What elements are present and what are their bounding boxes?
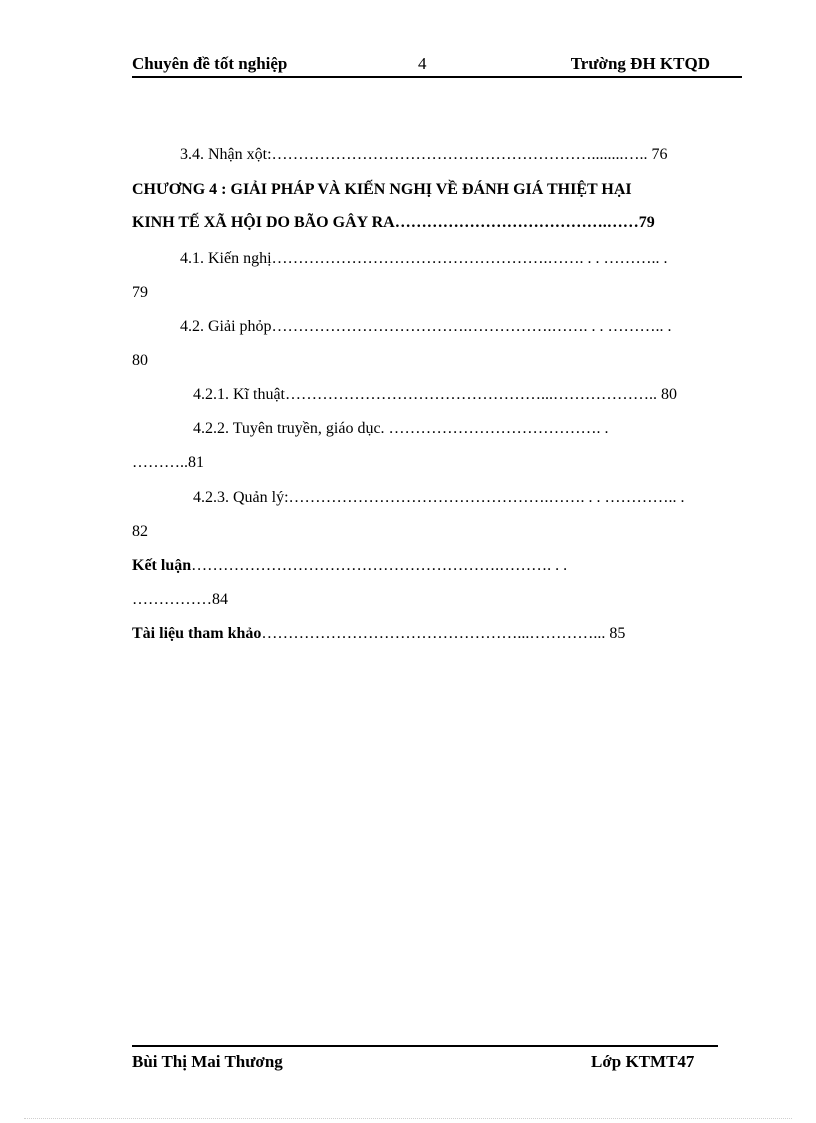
toc-entry-conclusion-page: ……………84 [132, 591, 228, 608]
toc-entry-4-2-3: 4.2.3. Quản lý:………………………………………….……. . . ………….. . [193, 489, 685, 506]
toc-entry-4-2: 4.2. Giải phỏp……………………………….…………….……. . . ……….. . [180, 318, 672, 335]
toc-conclusion-label: Kết luận [132, 557, 192, 574]
toc-entry-4-2-3-page: 82 [132, 523, 148, 540]
toc-entry-4-2-2: 4.2.2. Tuyên truyền, giáo dục. …………………………………. . [193, 420, 609, 437]
toc-entry-3-4: 3.4. Nhận xột:……………………………………………………........….. 76 [180, 146, 668, 163]
toc-chapter-4-line-1: CHƯƠNG 4 : GIẢI PHÁP VÀ KIẾN NGHỊ VỀ ĐÁNH GIÁ THIỆT HẠI [132, 181, 632, 198]
toc-entry-4-1: 4.1. Kiến nghị…………………………………………….……. . . ……….. . [180, 250, 668, 267]
toc-chapter-4-line-2: KINH TẾ XÃ HỘI DO BÃO GÂY RA………………………………….……79 [132, 214, 655, 231]
page-number: 4 [418, 54, 427, 73]
toc-conclusion-leader: ………………………………………………….………. . . [191, 557, 568, 574]
toc-entry-4-2-2-page: ………..81 [132, 454, 204, 471]
toc-references-label: Tài liệu tham khảo [132, 625, 262, 642]
footer-class: Lớp KTMT47 [591, 1052, 695, 1071]
toc-entry-4-2-page: 80 [132, 352, 148, 369]
footer-author: Bùi Thị Mai Thương [132, 1052, 283, 1071]
toc-entry-references [132, 624, 625, 644]
header-title: Chuyên đề tốt nghiệp [132, 54, 288, 73]
page-bottom-border [24, 1118, 792, 1119]
header-school: Trường ĐH KTQD [570, 54, 710, 73]
toc-references-leader: …………………………………………...…………... 85 [261, 625, 626, 642]
toc-entry-4-2-1: 4.2.1. Kĩ thuật…………………………………………...……………….. 80 [193, 386, 677, 403]
toc-entry-4-1-page: 79 [132, 284, 148, 301]
toc-entry-conclusion [132, 556, 567, 576]
footer-rule [132, 1045, 718, 1047]
